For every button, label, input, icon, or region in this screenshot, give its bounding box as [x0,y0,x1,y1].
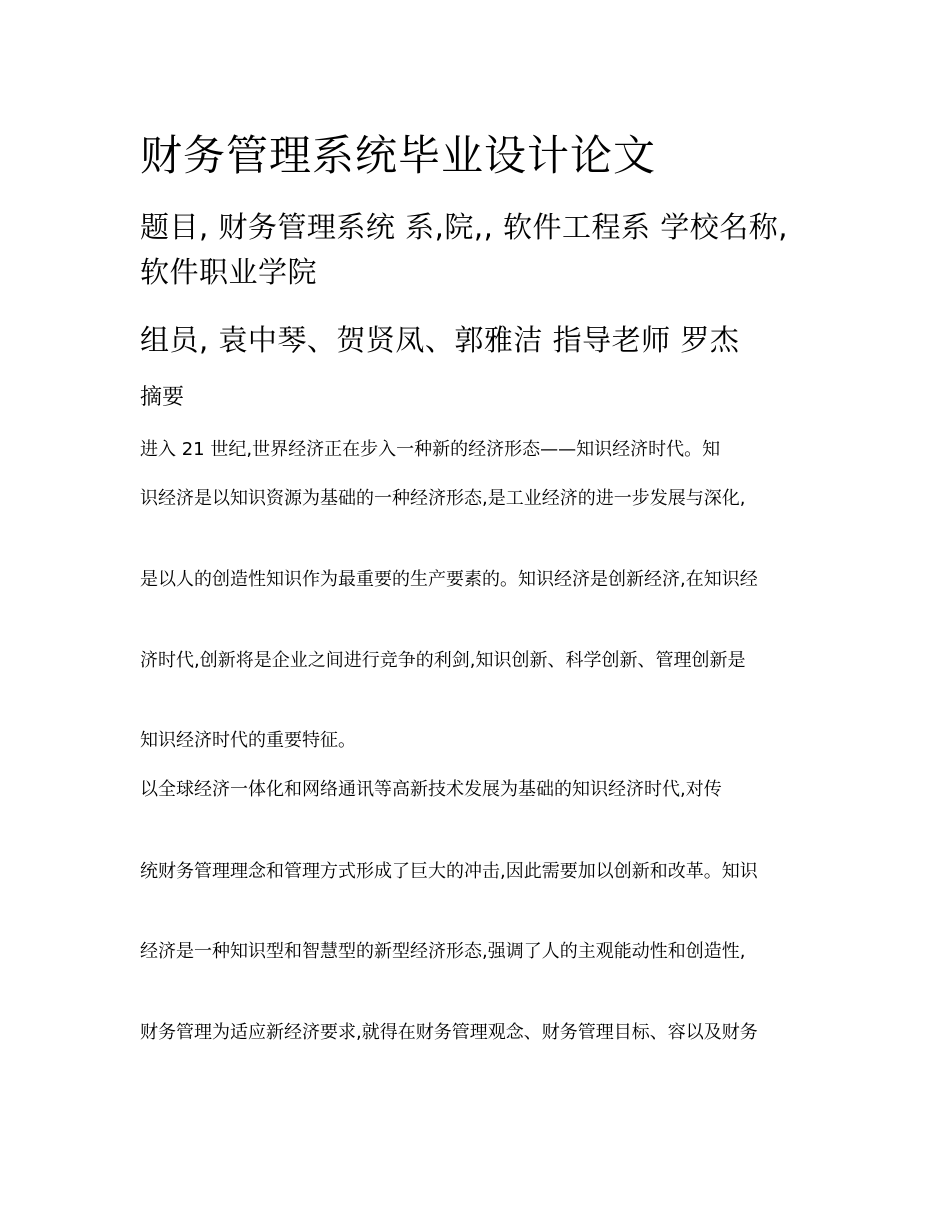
abstract-paragraph: 识经济是以知识资源为基础的一种经济形态,是工业经济的进一步发展与深化, [140,488,746,509]
team-info: 组员, 袁中琴、贺贤凤、郭雅洁 指导老师 罗杰 [140,323,740,357]
abstract-paragraph: 财务管理为适应新经济要求,就得在财务管理观念、财务管理目标、容以及财务 [140,1022,758,1043]
abstract-paragraph: 是以人的创造性知识作为最重要的生产要素的。知识经济是创新经济,在知识经 [140,569,758,590]
project-info: 题目, 财务管理系统 系,院,, 软件工程系 学校名称, 软件职业学院 [140,210,788,289]
abstract-heading: 摘要 [140,385,185,410]
abstract-paragraph: 知识经济时代的重要特征。 [140,730,356,751]
abstract-paragraph: 济时代,创新将是企业之间进行竞争的利剑,知识创新、科学创新、管理创新是 [140,650,746,671]
abstract-paragraph: 统财务管理理念和管理方式形成了巨大的冲击,因此需要加以创新和改革。知识 [140,861,758,882]
abstract-paragraph: 以全球经济一体化和网络通讯等高新技术发展为基础的知识经济时代,对传 [140,779,722,800]
abstract-paragraph: 进入 21 世纪,世界经济正在步入一种新的经济形态——知识经济时代。知 [140,439,721,460]
abstract-paragraph: 经济是一种知识型和智慧型的新型经济形态,强调了人的主观能动性和创造性, [140,941,746,962]
document-title: 财务管理系统毕业设计论文 [140,131,657,180]
